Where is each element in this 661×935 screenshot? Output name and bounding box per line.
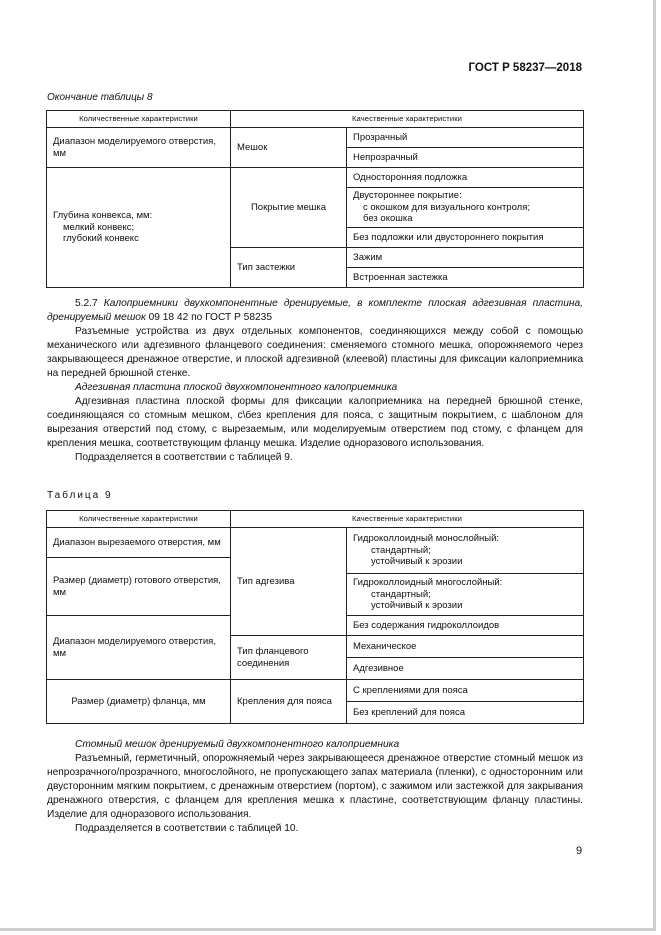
table8-header-qualitative: Качественные характеристики [231, 111, 584, 128]
paragraph: Разъемный, герметичный, опорожняемый через закрывающееся дренажное отверстие стомный мешок из непрозрачного/прозрачного, многослойного, не пропускающего запах материала (пленки), с односторонним или двусторонним мягким покрытием, с дренажным отверстием (портом), с зажимом или застежкой для закрывания дренажного отверстия, с фланцем для крепления мешка к пластине, соответствующим фланцу пластины. Изделие для одноразового использования. [47, 753, 583, 820]
table8-cell-mid: Тип застежки [231, 248, 347, 288]
document-code: ГОСТ Р 58237—2018 [468, 62, 582, 74]
table8-cell-value: Зажим [347, 248, 584, 268]
table8-cell-value: Односторонняя подложка [347, 168, 584, 188]
table9-caption: Таблица 9 [47, 490, 113, 501]
table9-cell-mid: Тип адгезива [231, 528, 347, 636]
table9-cell-left: Диапазон моделируемого отверстия, мм [47, 616, 231, 680]
subheading: Стомный мешок дренируемый двухкомпонентного калоприемника [75, 739, 400, 750]
table8-cell-left: Диапазон моделируемого отверстия, мм [47, 128, 231, 168]
page-number: 9 [576, 845, 583, 857]
table9-cell-value: Гидроколлоидный монослойный: стандартный; устойчивый к эрозии [347, 528, 584, 574]
table9-cell-value: Механическое [347, 636, 584, 658]
table9-cell-value: Без содержания гидроколлоидов [347, 616, 584, 636]
section-5-2-7 [47, 297, 583, 465]
table-9 [46, 510, 584, 724]
paragraph: Подразделяется в соответствии с таблицей 9. [75, 452, 293, 463]
table9-cell-value: С креплениями для пояса [347, 680, 584, 702]
section-title: Калоприемники двухкомпонентные дренируемые, в комплекте плоская адгезивная пластина, дренируемый мешок [47, 298, 583, 323]
table8-cell-value: Без подложки или двустороннего покрытия [347, 228, 584, 248]
paragraph: Адгезивная пластина плоской формы для фиксации калоприемника на передней брюшной стенке, соединяющаяся со стомным мешком, с\без крепления для пояса, с защитным покрытием, с шаблоном для вырезания отверстий под стому, с вырезаемым, или моделируемым отверстием под стому, с фланцем для крепления мешка, соответствующим фланцу мешка. Изделие одноразового использования. [47, 396, 583, 449]
subheading: Адгезивная пластина плоской двухкомпонентного калоприемника [75, 382, 398, 393]
section-stoma-bag [47, 738, 583, 836]
table9-cell-left: Диапазон вырезаемого отверстия, мм [47, 528, 231, 558]
table8-cell-value: Непрозрачный [347, 148, 584, 168]
section-number: 5.2.7 [75, 298, 98, 309]
table9-cell-value: Адгезивное [347, 658, 584, 680]
section-code: 09 18 42 по ГОСТ Р 58235 [148, 312, 273, 323]
paragraph: Подразделяется в соответствии с таблицей 10. [75, 823, 299, 834]
table8-cell-mid: Мешок [231, 128, 347, 168]
table8-caption: Окончание таблицы 8 [47, 92, 153, 103]
table9-cell-value: Без креплений для пояса [347, 702, 584, 724]
table9-cell-mid: Крепления для пояса [231, 680, 347, 724]
table8-cell-left: Глубина конвекса, мм: мелкий конвекс; глубокий конвекс [47, 168, 231, 288]
table9-header-quantitative: Количественные характеристики [47, 511, 231, 528]
table9-cell-left: Размер (диаметр) фланца, мм [47, 680, 231, 724]
table8-cell-value: Двустороннее покрытие: с окошком для визуального контроля; без окошка [347, 188, 584, 228]
table9-cell-mid: Тип фланцевого соединения [231, 636, 347, 680]
table9-header-qualitative: Качественные характеристики [231, 511, 584, 528]
table8-header-quantitative: Количественные характеристики [47, 111, 231, 128]
table8-cell-mid: Покрытие мешка [231, 168, 347, 248]
table9-cell-value: Гидроколлоидный многослойный: стандартный; устойчивый к эрозии [347, 574, 584, 616]
table8-cell-value: Встроенная застежка [347, 268, 584, 288]
table-8 [46, 110, 584, 288]
paragraph: Разъемные устройства из двух отдельных компонентов, соединяющихся между собой с помощью механического или адгезивного фланцевого соединения: сменяемого стомного мешка, опорожняемого через закрывающееся дренажное отверстие, и плоской адгезивной (клеевой) пластины для фиксации калоприемника на передней брюшной стенке. [47, 326, 583, 379]
table8-cell-value: Прозрачный [347, 128, 584, 148]
table9-cell-left: Размер (диаметр) готового отверстия, мм [47, 558, 231, 616]
